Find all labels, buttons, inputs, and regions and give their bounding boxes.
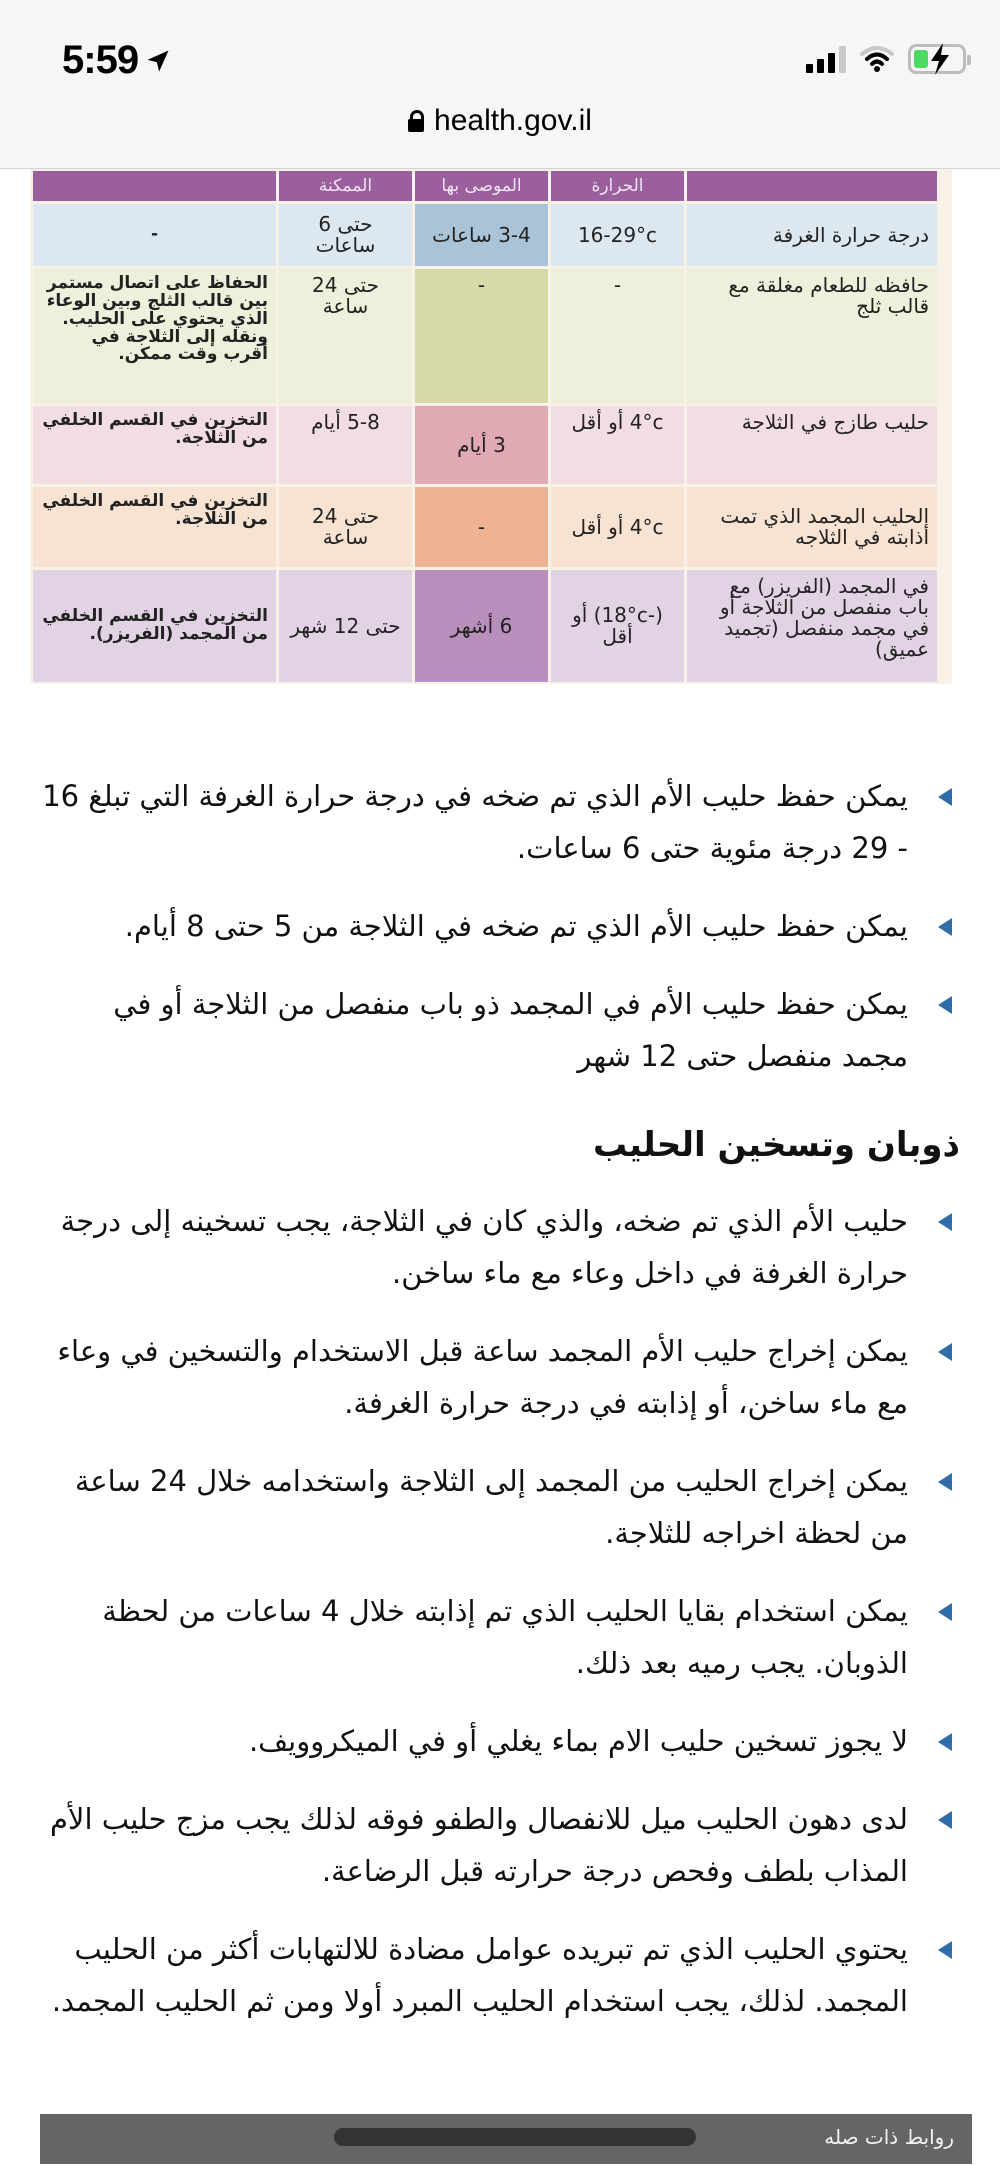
list-item [40, 1715, 960, 1767]
cell-recommended: - [415, 487, 548, 567]
bullet-arrow-icon [938, 1473, 952, 1491]
cell-temperature: 16-29°c [551, 204, 684, 266]
list-item [40, 1793, 960, 1897]
home-indicator[interactable] [334, 2128, 696, 2146]
list-item [40, 1455, 960, 1559]
cell-note: الحفاظ على اتصال مستمر بين قالب الثلج وبين الوعاء الذي يحتوي على الحليب. ونقله إلى الثلاجة في أقرب وقت ممكن. [33, 269, 276, 403]
cell-recommended: 3-4 ساعات [415, 204, 548, 266]
header-cell [687, 171, 937, 201]
header-cell: الموصى بها [415, 171, 548, 201]
cellular-signal-icon [806, 45, 846, 73]
wifi-icon [860, 45, 894, 73]
battery-charging-icon [908, 44, 966, 74]
thawing-bullet-list [40, 1195, 960, 2027]
bullet-arrow-icon [938, 1343, 952, 1361]
list-item-text: لدى دهون الحليب ميل للانفصال والطفو فوقه لذلك يجب مزج حليب الأم المذاب بلطف وفحص درجة حرارته قبل الرضاعة. [49, 1802, 908, 1888]
url-text: health.gov.il [434, 104, 592, 137]
cell-maximum: حتى 24 ساعة [279, 487, 412, 567]
list-item-text: يمكن حفظ حليب الأم الذي تم ضخه في الثلاجة من 5 حتى 8 أيام. [124, 909, 908, 943]
cell-location: في المجمد (الفريزر) مع باب منفصل من الثلاجة أو في مجمد منفصل (تجميد عميق) [687, 570, 937, 682]
storage-bullets-section [40, 770, 960, 1108]
storage-table-image [30, 168, 952, 684]
list-item [40, 1195, 960, 1299]
list-item-text: لا يجوز تسخين حليب الام بماء يغلي أو في الميكروويف. [248, 1724, 908, 1758]
cell-recommended: 6 أشهر [415, 570, 548, 682]
bullet-arrow-icon [938, 1733, 952, 1751]
url-bar[interactable] [0, 104, 1000, 138]
list-item-text: يحتوي الحليب الذي تم تبريده عوامل مضادة للالتهابات أكثر من الحليب المجمد. لذلك، يجب استخدام الحليب المبرد أولا ومن ثم الحليب المجمد. [51, 1932, 908, 2018]
location-arrow-icon [144, 47, 172, 75]
milk-storage-table [30, 168, 940, 685]
bullet-arrow-icon [938, 1811, 952, 1829]
cell-note: التخزين في القسم الخلفي من الثلاجة. [33, 406, 276, 484]
cell-note: التخزين في القسم الخلفي من الثلاجة. [33, 487, 276, 567]
cell-maximum: 5-8 أيام [279, 406, 412, 484]
cell-recommended: 3 أيام [415, 406, 548, 484]
list-item-text: يمكن حفظ حليب الأم في المجمد ذو باب منفصل من الثلاجة أو في مجمد منفصل حتى 12 شهر [113, 987, 908, 1073]
list-item [40, 1325, 960, 1429]
cell-maximum: حتى 24 ساعة [279, 269, 412, 403]
bullet-arrow-icon [938, 1603, 952, 1621]
bullet-arrow-icon [938, 788, 952, 806]
bullet-arrow-icon [938, 918, 952, 936]
list-item [40, 770, 960, 874]
status-icons [806, 44, 966, 74]
cell-recommended: - [415, 269, 548, 403]
cell-location: حافظه للطعام مغلقة مع قالب ثلج [687, 269, 937, 403]
header-cell: الحرارة [551, 171, 684, 201]
list-item-text: يمكن استخدام بقايا الحليب الذي تم إذابته خلال 4 ساعات من لحظة الذوبان. يجب رميه بعد ذلك. [102, 1594, 908, 1680]
header-cell [33, 171, 276, 201]
table-row [33, 570, 937, 682]
bullet-arrow-icon [938, 1213, 952, 1231]
section-heading: ذوبان وتسخين الحليب [593, 1125, 960, 1165]
cell-temperature: 4°c أو أقل [551, 487, 684, 567]
table-row [33, 269, 937, 403]
cell-location: درجة حرارة الغرفة [687, 204, 937, 266]
bullet-arrow-icon [938, 1941, 952, 1959]
cell-location: حليب طازج في الثلاجة [687, 406, 937, 484]
cell-note: - [33, 204, 276, 266]
list-item [40, 1923, 960, 2027]
header-cell: الممكنة [279, 171, 412, 201]
status-time [62, 38, 172, 83]
thawing-bullets-section [40, 1195, 960, 2053]
list-item-text: يمكن إخراج الحليب من المجمد إلى الثلاجة واستخدامه خلال 24 ساعة من لحظة اخراجه للثلاجة. [74, 1464, 908, 1550]
status-time-text: 5:59 [62, 38, 139, 82]
cell-temperature: (-18°c) أو أقل [551, 570, 684, 682]
table-header-row [33, 171, 937, 201]
cell-temperature: 4°c أو أقل [551, 406, 684, 484]
thawing-section [40, 1125, 960, 1165]
cell-maximum: حتى 12 شهر [279, 570, 412, 682]
list-item-text: يمكن حفظ حليب الأم الذي تم ضخه في درجة حرارة الغرفة التي تبلغ 16 - 29 درجة مئوية حتى 6 ساعات. [42, 779, 908, 865]
list-item-text: حليب الأم الذي تم ضخه، والذي كان في الثلاجة، يجب تسخينه إلى درجة حرارة الغرفة في داخل وعاء مع ماء ساخن. [60, 1204, 908, 1290]
cell-maximum: حتى 6 ساعات [279, 204, 412, 266]
table-row [33, 406, 937, 484]
list-item [40, 900, 960, 952]
related-links-bar[interactable] [40, 2114, 972, 2164]
storage-bullet-list [40, 770, 960, 1082]
related-links-label[interactable]: روابط ذات صله [824, 2125, 954, 2149]
lock-icon [408, 110, 424, 132]
list-item [40, 1585, 960, 1689]
browser-top-bar [0, 0, 1000, 169]
list-item [40, 978, 960, 1082]
table-row [33, 487, 937, 567]
table-row [33, 204, 937, 266]
cell-temperature: - [551, 269, 684, 403]
bullet-arrow-icon [938, 996, 952, 1014]
cell-note: التخزين في القسم الخلفي من المجمد (الفريزر). [33, 570, 276, 682]
list-item-text: يمكن إخراج حليب الأم المجمد ساعة قبل الاستخدام والتسخين في وعاء مع ماء ساخن، أو إذابته في درجة حرارة الغرفة. [57, 1334, 908, 1420]
cell-location: الحليب المجمد الذي تمت أذابته في الثلاجه [687, 487, 937, 567]
